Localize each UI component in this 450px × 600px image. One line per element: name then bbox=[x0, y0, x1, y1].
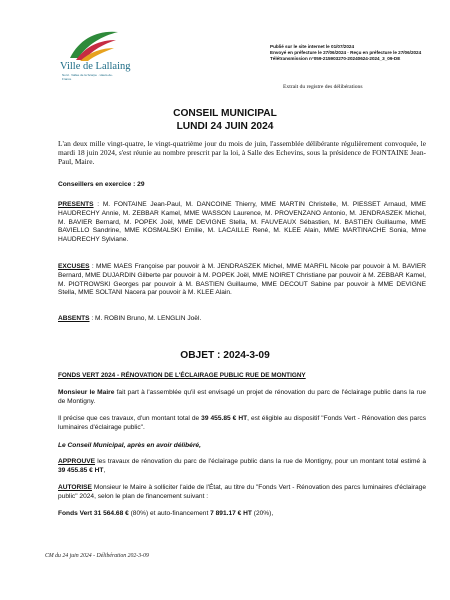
excuses-paragraph bbox=[58, 263, 426, 298]
stamp-line-published: Publié sur le site internet le 01/07/2024 bbox=[270, 44, 355, 49]
excuses-list: : MME MAES Françoise par pouvoir à M. JENDRASZEK Michel, MME MARFIL Nicole par pouvoir à M. BAVIER Bernard, MME DUJARDIN Gilberte par pouvoir à M. POPEK Joël, MME NOIRET Christiane par pouvoir à M. ZEBBAR Kamel, M. PIOTROWSKI Georges par pouvoir à M. BASTIEN Guillaume, MME DECOUT Sabine par pouvoir à MME DEVIGNE Stella, MME SOLTANI Nacera par pouvoir à M. KLEE Alain. bbox=[58, 263, 426, 297]
stamp-line-transmission: Télétransmission n°059-215903270-20240624-2024_3_09-DE bbox=[270, 56, 401, 62]
amount-post: , est éligible au dispositif "Fonds Vert - Rénovation des parcs luminaires d'éclairage public". bbox=[58, 415, 426, 431]
fonds-vert-title: FONDS VERT 2024 - RÉNOVATION DE L'ÉCLAIRAGE PUBLIC RUE DE MONTIGNY bbox=[58, 372, 306, 379]
objet-heading: OBJET : 2024-3-09 bbox=[180, 350, 270, 361]
register-extract-label: Extrait du registre des délibérations bbox=[283, 84, 363, 90]
authorize-text: Monsieur le Maire à solliciter l'aide de l'État, au titre du "Fonds Vert - Rénovation des parcs luminaires d'éclairage public" 2024, selon le plan de financement suivant : bbox=[58, 484, 426, 500]
financing-plan bbox=[58, 510, 426, 519]
amount-value: 39 455.85 € HT bbox=[201, 415, 248, 422]
prefecture-stamp bbox=[270, 44, 445, 63]
intro-paragraph: L'an deux mille vingt-quatre, le vingt-quatrième jour du mois de juin, l'assemblée délibérante régulièrement convoquée, le mardi 18 juin 2024, s'est réunie au nombre prescrit par la loi, à Salle des Echevins, sous la présidence de FONTAINE Jean-Paul, Maire. bbox=[58, 139, 426, 167]
page-footer: CM du 24 juin 2024 - Délibération 202-3-09 bbox=[45, 553, 149, 559]
council-date: LUNDI 24 JUIN 2024 bbox=[176, 121, 274, 132]
approve-paragraph bbox=[58, 458, 426, 476]
approve-amount: 39 455.85 € HT bbox=[58, 466, 104, 474]
authorize-paragraph bbox=[58, 484, 426, 502]
presents-list: : M. FONTAINE Jean-Paul, M. DANCOINE Thierry, MME MARTIN Christelle, M. PIESSET Arnaud, MME HAUDRECHY Annie, M. ZEBBAR Kamel, MME WASSON Laurence, M. PROVENZANO Antonio, M. JENDRASZEK Michel, M. BAVIER Bernard, M. POPEK Joël, MME DEVIGNE Stella, M. FAUVEAUX Sébastien, M. BASTIEN Guillaume, MME BAVIELLO Sandrine, MME KOSMALSKI Emilie, M. LACAILLE René, M. KLEE Alain, MME MARTINACHE Sonia, Mme HAUDRECHY Sylviane. bbox=[58, 201, 426, 244]
absents-paragraph bbox=[58, 315, 426, 324]
logo-swoosh-icon bbox=[66, 28, 122, 62]
financing-self: 7 891.17 € HT bbox=[210, 510, 252, 517]
approve-label: APPROUVE bbox=[58, 458, 96, 465]
absents-label: ABSENTS bbox=[58, 315, 90, 322]
presents-label: PRESENTS bbox=[58, 201, 94, 208]
authorize-label: AUTORISE bbox=[58, 484, 92, 491]
approve-text: les travaux de rénovation du parc de l'éclairage public dans la rue de Montigny, pour un montant total estimé à bbox=[95, 458, 426, 465]
stamp-line-received: Envoyé en préfecture le 27/06/2024 · Reçu en préfecture le 27/06/2024 bbox=[270, 50, 422, 56]
councillors-count: Conseillers en exercice : 29 bbox=[58, 181, 145, 188]
town-logo bbox=[58, 28, 130, 90]
mayor-label: Monsieur le Maire bbox=[58, 389, 115, 396]
financing-end: (20%), bbox=[251, 510, 274, 517]
financing-fonds-vert: Fonds Vert 31 564.68 € bbox=[58, 510, 129, 517]
mayor-text: fait part à l'assemblée qu'il est envisagé un projet de rénovation du parc de l'éclairage public dans la rue de Montigny. bbox=[58, 389, 426, 405]
logo-town-name: Ville de Lallaing bbox=[60, 61, 131, 72]
logo-tagline: Nord · Vallée de la Scarpe · Hauts-de-France bbox=[62, 73, 113, 81]
council-title: CONSEIL MUNICIPAL bbox=[173, 108, 277, 119]
mayor-paragraph bbox=[58, 389, 426, 407]
amount-paragraph bbox=[58, 415, 426, 433]
council-deliberation: Le Conseil Municipal, après en avoir délibéré, bbox=[58, 442, 201, 449]
absents-list: : M. ROBIN Bruno, M. LENGLIN Joël. bbox=[89, 315, 202, 322]
amount-pre: Il précise que ces travaux, d'un montant total de bbox=[58, 415, 202, 422]
excuses-label: EXCUSES bbox=[58, 263, 90, 270]
financing-middle: (80%) et auto-financement bbox=[128, 510, 211, 517]
approve-end: , bbox=[103, 466, 106, 474]
presents-paragraph bbox=[58, 201, 426, 245]
